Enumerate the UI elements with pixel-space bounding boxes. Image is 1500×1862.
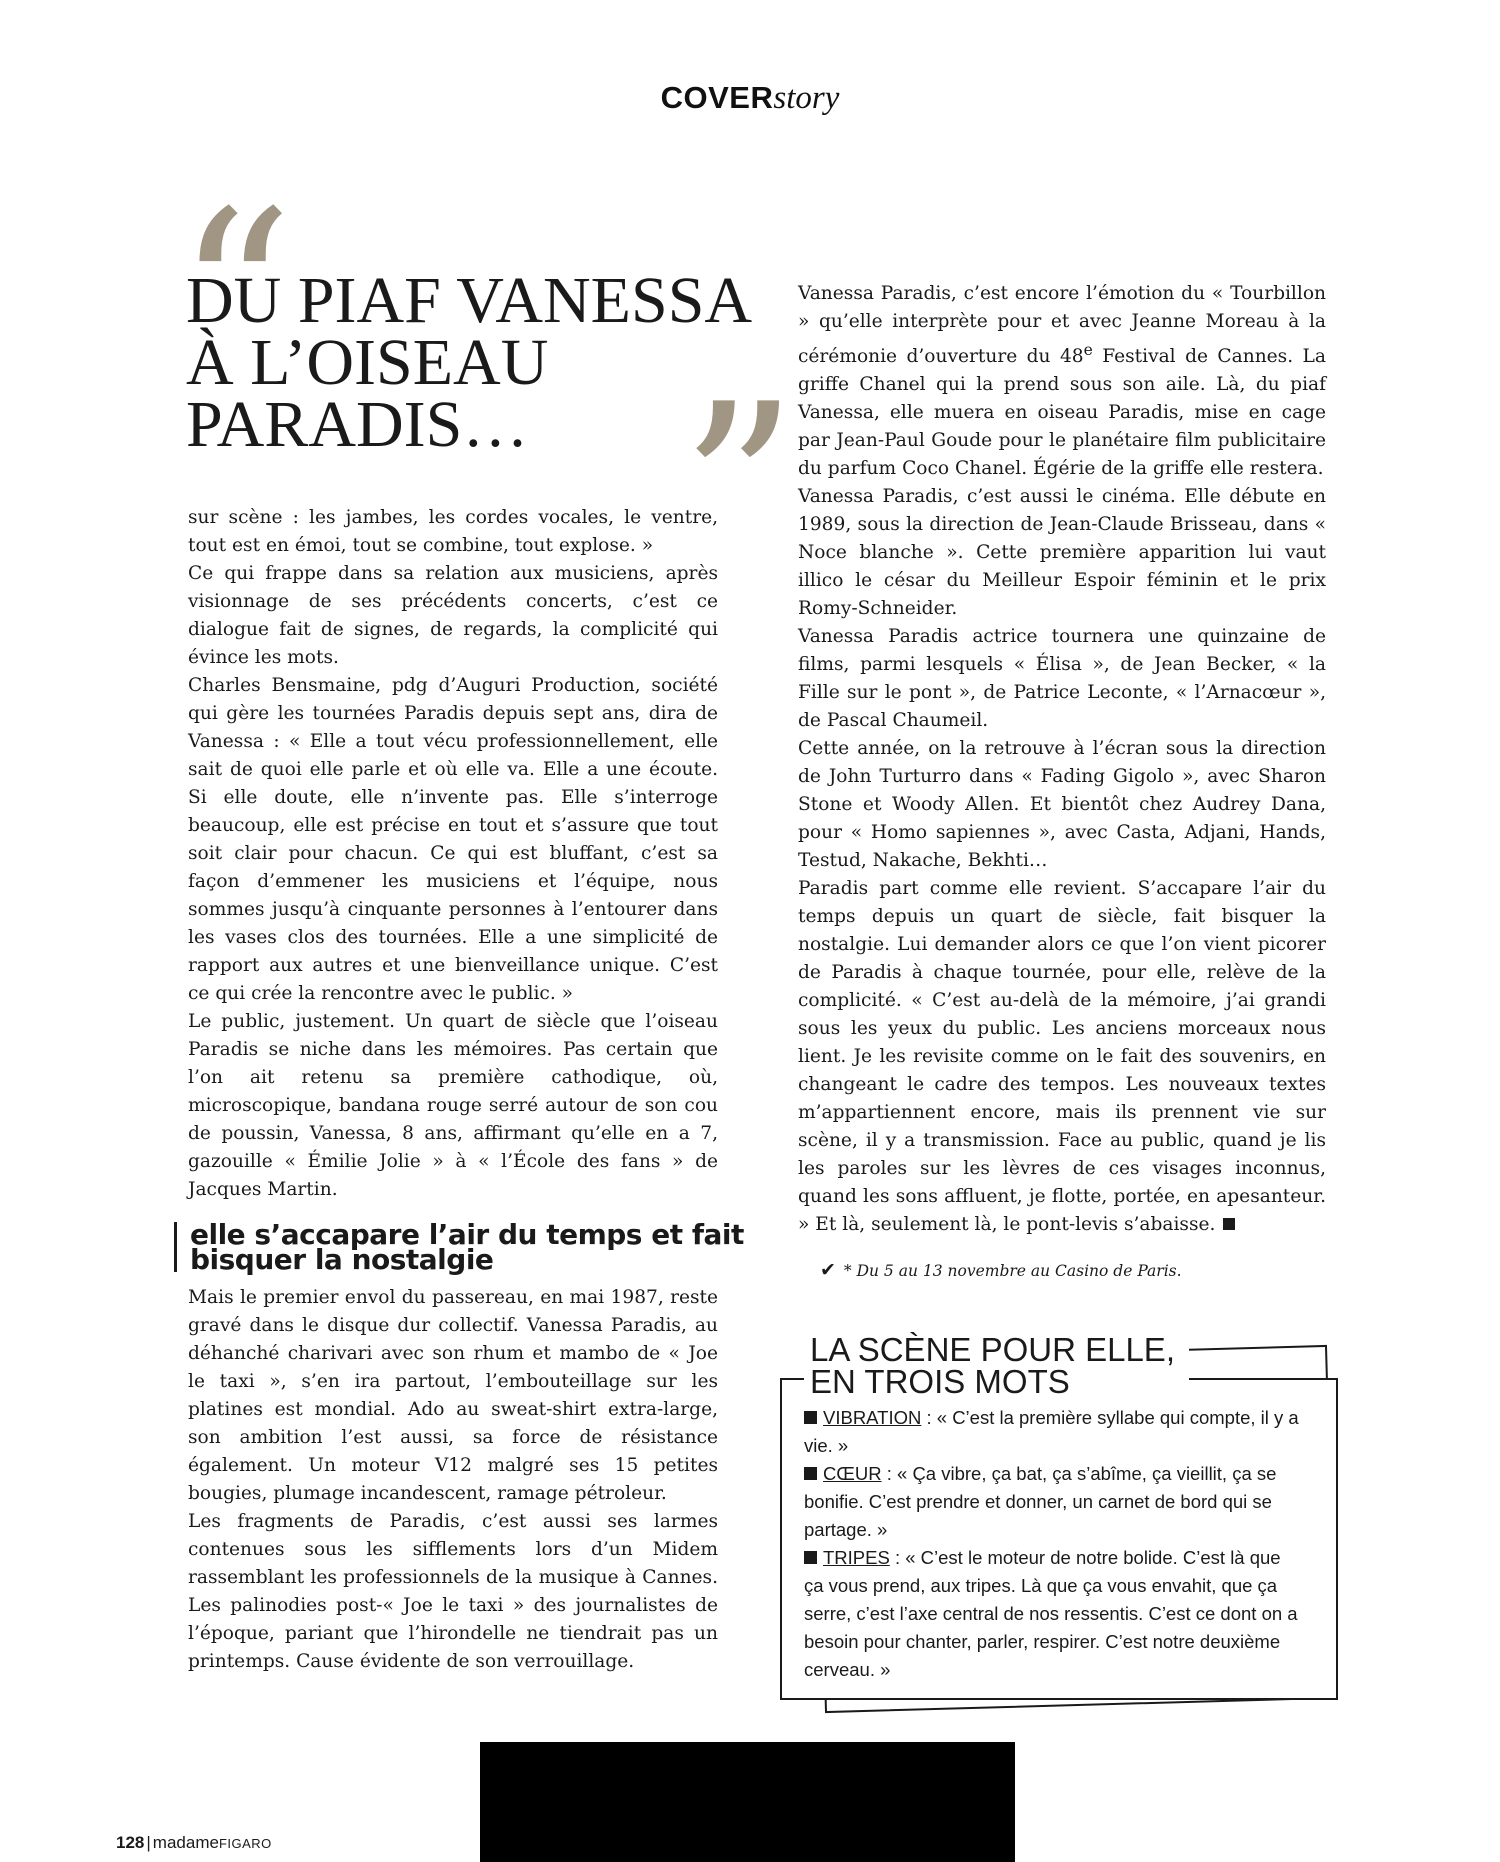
paragraph-text: Festival de Cannes. La griffe Chanel qui la prend sous son aile. Là, du piaf Vanessa, elle muera en oiseau Paradis, mise en cage par Jean-Paul Goude pour le planétaire film publicitaire du parfum Coco Chanel. Égérie de la griffe elle restera. bbox=[798, 346, 1326, 480]
paragraph: Le public, justement. Un quart de siècle que l’oiseau Paradis se niche dans les mémoires. Pas certain que l’on ait retenu sa première cathodique, où, microscopique, bandana rouge serré autour de son cou de poussin, Vanessa, 8 ans, affirmant qu’elle en a 7, gazouille « Émilie Jolie » à « l’École des fans » de Jacques Martin. bbox=[188, 1011, 718, 1200]
paragraph: sur scène : les jambes, les cordes vocales, le ventre, tout est en émoi, tout se combine, tout explose. » bbox=[188, 507, 718, 556]
square-bullet-icon bbox=[804, 1467, 817, 1480]
pull-quote-line: À L’OISEAU bbox=[186, 326, 549, 399]
brand-figaro: FIGARO bbox=[218, 1836, 272, 1851]
pull-quote-text bbox=[186, 264, 753, 461]
paragraph: Vanessa Paradis actrice tournera une quinzaine de films, parmi lesquels « Élisa », de Jean Becker, « la Fille sur le pont », de Patrice Leconte, « l’Arnacœur », de Pascal Chaumeil. bbox=[798, 626, 1326, 732]
paragraph bbox=[798, 280, 1326, 483]
open-quote-icon: “ bbox=[176, 163, 294, 430]
pull-quote-line: DU PIAF VANESSA bbox=[186, 264, 753, 337]
checkmark-icon: ✔ bbox=[820, 1259, 836, 1281]
left-column bbox=[188, 504, 718, 1204]
sidebar-title bbox=[804, 1331, 1189, 1400]
ordinal-superscript: e bbox=[1083, 341, 1093, 359]
footer-separator: | bbox=[146, 1833, 151, 1852]
sidebar-front-frame bbox=[780, 1331, 1338, 1700]
footnote bbox=[820, 1259, 1182, 1281]
paragraph: Ce qui frappe dans sa relation aux musiciens, après visionnage de ses précédents concerts, c’est ce dialogue fait de signes, de regards, la complicité qui évince les mots. bbox=[188, 563, 718, 668]
sidebar-box bbox=[780, 1331, 1338, 1698]
pull-quote-line: PARADIS… bbox=[186, 388, 529, 461]
brand-madame: madame bbox=[152, 1833, 219, 1852]
sidebar-term: CŒUR bbox=[823, 1463, 882, 1484]
black-image-block bbox=[480, 1742, 1015, 1862]
sidebar-term: TRIPES bbox=[823, 1547, 890, 1568]
page-footer bbox=[116, 1833, 272, 1853]
sidebar-title-line: LA SCÈNE POUR ELLE, bbox=[810, 1331, 1175, 1368]
paragraph: Vanessa Paradis, c’est aussi le cinéma. Elle débute en 1989, sous la direction de Jean-Claude Brisseau, dans « Noce blanche ». Cette première apparition lui vaut illico le césar du Meilleur Espoir féminin et le prix Romy-Schneider. bbox=[798, 486, 1326, 620]
left-column-continued bbox=[188, 1284, 718, 1676]
end-of-article-icon bbox=[1223, 1218, 1235, 1230]
paragraph-text: Paradis part comme elle revient. S’accapare l’air du temps depuis un quart de siècle, fait bisquer la nostalgie. Lui demander alors ce que l’on vient picorer de Paradis à chaque tournée, pour elle, relève de la complicité. « C’est au-delà de la mémoire, j’ai grandi sous les yeux du public. Les anciens morceaux nous lient. Je les revisite comme on le fait des souvenirs, en changeant le cadre des tempos. Les nouveaux textes m’appartiennent encore, mais ils prennent vie sur scène, il y a transmission. Face au public, quand je lis les paroles sur les lèvres de ces visages inconnus, quand les sons affluent, je flotte, portée, en apesanteur. » Et là, seulement là, le pont-levis s’abaisse. bbox=[798, 878, 1326, 1236]
square-bullet-icon bbox=[804, 1411, 817, 1424]
subheading bbox=[174, 1218, 750, 1276]
sidebar-item-text: : « Ça vibre, ça bat, ça s’abîme, ça vieillit, ça se bonifie. C’est prendre et donner, un carnet de bord qui se partage. » bbox=[804, 1463, 1277, 1540]
footnote-text: * Du 5 au 13 novembre au Casino de Paris. bbox=[843, 1262, 1182, 1280]
sidebar-item-text: : « C’est le moteur de notre bolide. C’est là que ça vous prend, aux tripes. Là que ça vous envahit, que ça serre, c’est l’axe central de nos ressentis. C’est ce dont on a besoin pour chanter, parler, respirer. C’est notre deuxième cerveau. » bbox=[804, 1547, 1298, 1680]
paragraph-text: Vanessa Paradis, c’est encore l’émotion du « Tourbillon » qu’elle interprète pour et avec Jeanne Moreau à la cérémonie d’ouverture du 48 bbox=[798, 283, 1326, 368]
sidebar-body bbox=[804, 1404, 1304, 1684]
sidebar-item bbox=[804, 1460, 1304, 1544]
header-cover: COVER bbox=[660, 80, 774, 115]
subheading-text: elle s’accapare l’air du temps et fait bisquer la nostalgie bbox=[190, 1218, 744, 1276]
paragraph: Cette année, on la retrouve à l’écran sous la direction de John Turturro dans « Fading Gigolo », avec Sharon Stone et Woody Allen. Et bientôt chez Audrey Dana, pour « Homo sapiennes », avec Casta, Adjani, Hands, Testud, Nakache, Bekhti… bbox=[798, 738, 1326, 872]
section-header bbox=[0, 80, 1500, 117]
sidebar-item bbox=[804, 1404, 1304, 1460]
header-story: story bbox=[773, 80, 840, 116]
right-column bbox=[798, 280, 1326, 1239]
close-quote-icon: ” bbox=[680, 356, 798, 623]
paragraph: Charles Bensmaine, pdg d’Auguri Production, société qui gère les tournées Paradis depuis sept ans, dira de Vanessa : « Elle a tout vécu professionnellement, elle sait de quoi elle parle et où elle va. Elle a une écoute. Si elle doute, elle n’invente pas. Elle s’interroge beaucoup, elle est précise en tout et s’assure que tout soit clair pour chacun. Ce qui est bluffant, c’est sa façon d’emmener les musiciens et l’équipe, nous sommes jusqu’à cinquante personnes à l’entourer dans les vases clos des tournées. Elle a une simplicité de rapport aux autres et une bienveillance unique. C’est ce qui crée la rencontre avec le public. » bbox=[188, 675, 718, 1004]
paragraph: Les fragments de Paradis, c’est aussi ses larmes contenues sous les sifflements lors d’un Midem rassemblant les professionnels de la musique à Cannes. Les palinodies post-« Joe le taxi » des journalistes de l’époque, pariant que l’hirondelle ne tiendrait pas un printemps. Cause évidente de son verrouillage. bbox=[188, 1511, 718, 1672]
sidebar-item-text: : « C’est la première syllabe qui compte, il y a vie. » bbox=[804, 1407, 1299, 1456]
sidebar-title-line: EN TROIS MOTS bbox=[810, 1363, 1070, 1400]
paragraph bbox=[798, 875, 1326, 1239]
square-bullet-icon bbox=[804, 1551, 817, 1564]
page-number: 128 bbox=[116, 1833, 145, 1852]
sidebar-item bbox=[804, 1544, 1304, 1684]
paragraph: Mais le premier envol du passereau, en mai 1987, reste gravé dans le disque dur collectif. Vanessa Paradis, au déhanché charivari avec son rhum et mambo de « Joe le taxi », s’en ira partout, l’embouteillage sur les platines est mondial. Ado au sweat-shirt extra-large, son ambition l’est aussi, sa force de résistance également. Un moteur V12 malgré ses 15 petites bougies, plumage incandescent, ramage pétroleur. bbox=[188, 1287, 718, 1504]
sidebar-term: VIBRATION bbox=[823, 1407, 922, 1428]
